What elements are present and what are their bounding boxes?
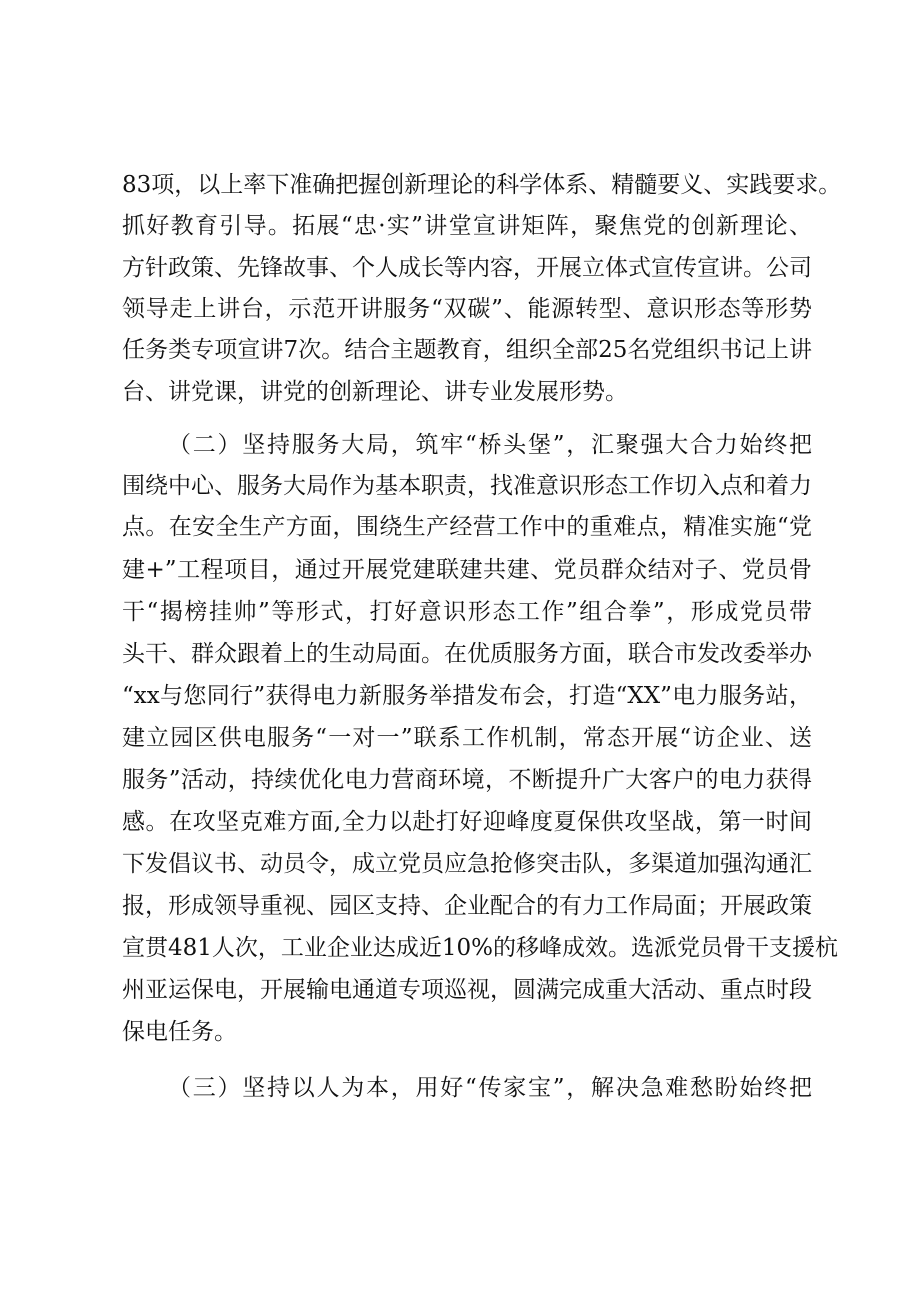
text-line: 领导走上讲台，示范开讲服务“双碳”、能源转型、意识形态等形势 xyxy=(122,296,812,322)
text-line: 报，形成领导重视、园区支持、企业配合的有力工作局面；开展政策 xyxy=(122,893,812,919)
text-line: 州亚运保电，开展输电通道专项巡视，圆满完成重大活动、重点时段 xyxy=(122,977,812,1003)
text-line: 方针政策、先锋故事、个人成长等内容，开展立体式宣传宣讲。公司 xyxy=(122,255,812,281)
text-line: 保电任务。 xyxy=(122,1019,237,1045)
text-line: 头干、群众跟着上的生动局面。在优质服务方面，联合市发改委举办 xyxy=(122,641,812,667)
text-line: 建立园区供电服务“一对一”联系工作机制，常态开展“访企业、送 xyxy=(122,725,812,751)
text-line: 宣贯481人次，工业企业达成近10%的移峰成效。选派党员骨干支援杭 xyxy=(122,935,839,961)
text-line: 下发倡议书、动员令，成立党员应急抢修突击队，多渠道加强沟通汇 xyxy=(122,851,812,877)
text-line: 干“揭榜挂帅”等形式，打好意识形态工作”组合拳”，形成党员带 xyxy=(122,599,812,625)
text-line: 服务”活动，持续优化电力营商环境，不断提升广大客户的电力获得 xyxy=(122,767,812,793)
section-heading-line: （三）坚持以人为本，用好“传家宝”，解决急难愁盼始终把 xyxy=(168,1075,812,1101)
text-line: 感。在攻坚克难方面,全力以赴打好迎峰度夏保供攻坚战，第一时间 xyxy=(122,809,812,835)
text-line: 围绕中心、服务大局作为基本职责，找准意识形态工作切入点和着力 xyxy=(122,473,812,499)
text-line: 台、讲党课，讲党的创新理论、讲专业发展形势。 xyxy=(122,379,628,405)
text-line: 点。在安全生产方面，围绕生产经营工作中的重难点，精准实施“党 xyxy=(122,514,812,540)
text-line: “xx与您同行”获得电力新服务举措发布会，打造“XX”电力服务站， xyxy=(122,683,812,709)
text-line: 83项，以上率下准确把握创新理论的科学体系、精髓要义、实践要求。 xyxy=(122,172,842,198)
text-line: 建+”工程项目，通过开展党建联建共建、党员群众结对子、党员骨 xyxy=(122,557,812,583)
text-line: 抓好教育引导。拓展“忠·实”讲堂宣讲矩阵，聚焦党的创新理论、 xyxy=(122,213,812,239)
section-heading-line: （二）坚持服务大局，筑牢“桥头堡”，汇聚强大合力始终把 xyxy=(168,432,812,458)
text-line: 任务类专项宣讲7次。结合主题教育，组织全部25名党组织书记上讲 xyxy=(122,337,812,363)
